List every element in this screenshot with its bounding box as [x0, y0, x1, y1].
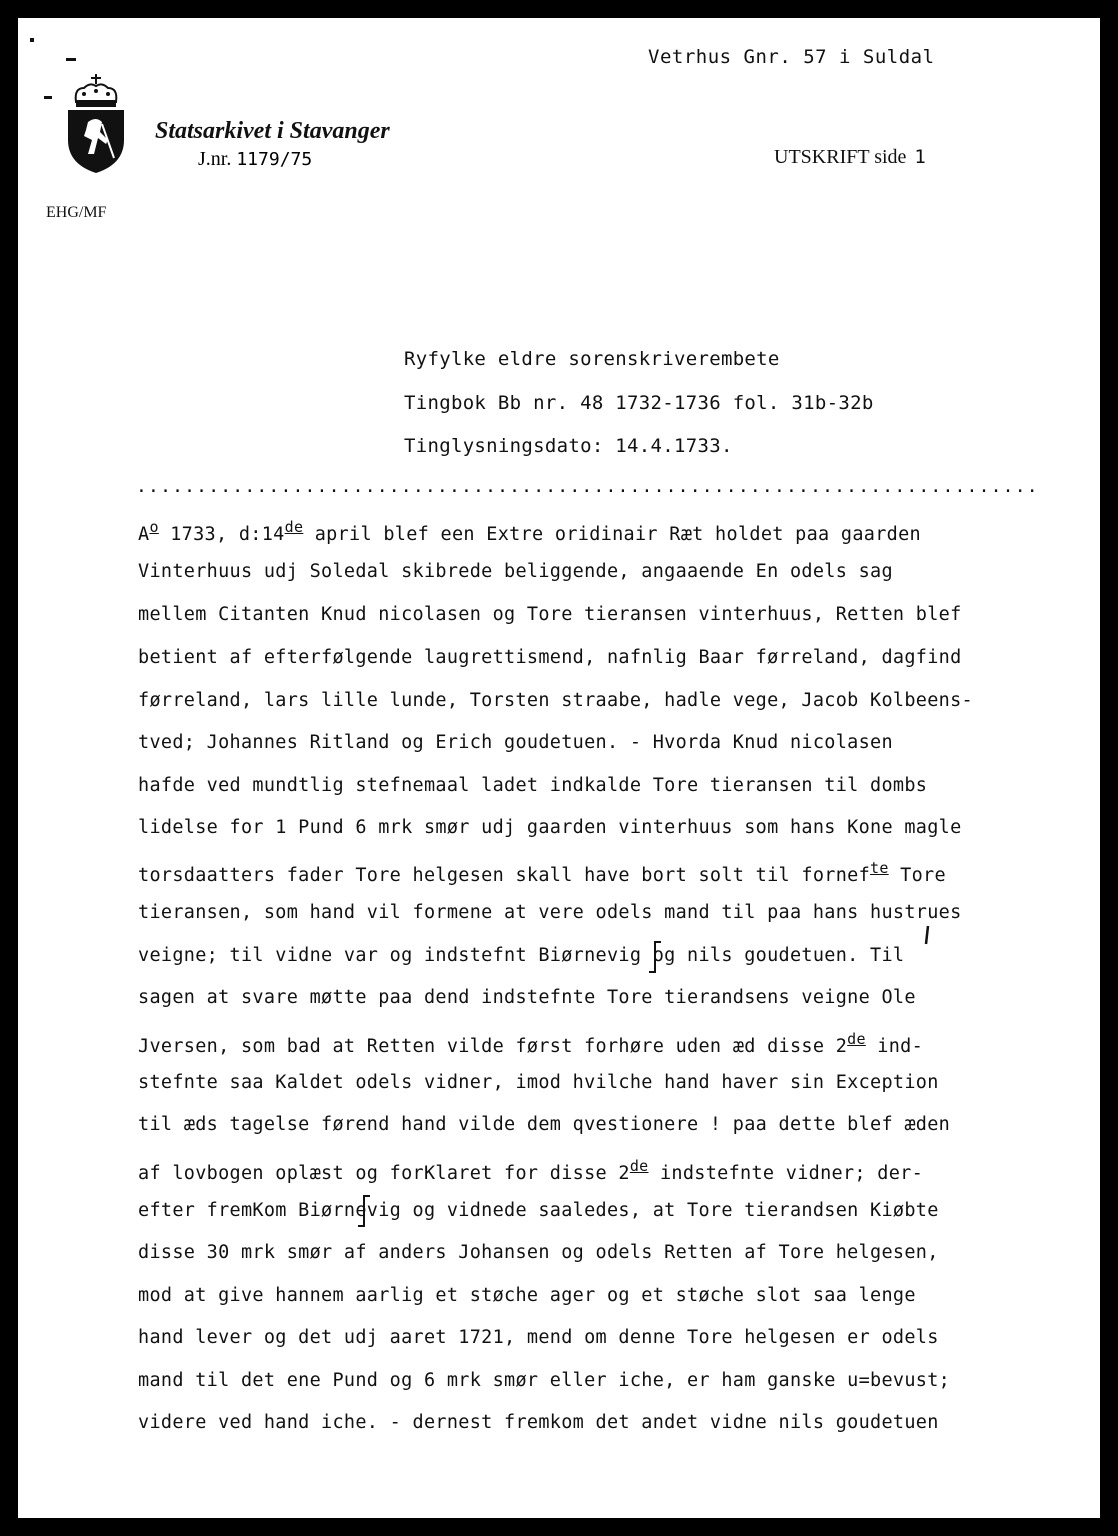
- location-heading: Vetrhus Gnr. 57 i Suldal: [648, 46, 935, 68]
- body-line-22: videre ved hand iche. - dernest fremkom det andet vidne nils goudetuen: [138, 1412, 939, 1433]
- source-line-1: Ryfylke eldre sorenskriverembete: [404, 348, 780, 370]
- body-line-5: førreland, lars lille lunde, Torsten straabe, hadle vege, Jacob Kolbeens-: [138, 690, 973, 711]
- body-line-20: hand lever og det udj aaret 1721, mend om denne Tore helgesen er odels: [138, 1327, 939, 1348]
- extract-page-label: [774, 146, 926, 169]
- handwritten-bracket-mark: [356, 1194, 376, 1230]
- journal-label: J.nr.: [198, 148, 232, 170]
- body-line-15: til æds tagelse førend hand vilde dem qvestionere ! paa dette blef æden: [138, 1114, 951, 1135]
- journal-value: 1179/75: [236, 149, 313, 170]
- handwritten-bracket-mark: [647, 940, 667, 976]
- body-line-2: Vinterhuus udj Soledal skibrede beliggende, angaaende En odels sag: [138, 561, 893, 582]
- source-line-2: Tingbok Bb nr. 48 1732-1736 fol. 31b-32b: [404, 392, 874, 414]
- handwritten-tick-mark: [922, 924, 932, 950]
- body-line-18: disse 30 mrk smør af anders Johansen og odels Retten af Tore helgesen,: [138, 1242, 939, 1263]
- body-line-19: mod at give hannem aarlig et støche ager og et støche slot saa lenge: [138, 1285, 916, 1306]
- page-number: 1: [914, 146, 926, 168]
- dotted-separator: ...........................................................................: [136, 476, 1039, 497]
- source-line-3: Tinglysningsdato: 14.4.1733.: [404, 435, 733, 457]
- body-line-13: Jversen, som bad at Retten vilde først forhøre uden æd disse 2de ind-: [138, 1030, 924, 1057]
- body-line-3: mellem Citanten Knud nicolasen og Tore tieransen vinterhuus, Retten blef: [138, 604, 962, 625]
- archive-name: Statsarkivet i Stavanger: [155, 118, 390, 144]
- clerk-initials: EHG/MF: [46, 204, 107, 221]
- scan-speck: [44, 96, 52, 99]
- document-page: [18, 18, 1100, 1518]
- body-line-7: hafde ved mundtlig stefnemaal ladet indkalde Tore tieransen til dombs: [138, 775, 928, 796]
- body-line-11: veigne; til vidne var og indstefnt Biørnevig og nils goudetuen. Til: [138, 945, 905, 966]
- scan-speck: [30, 38, 34, 42]
- body-line-1: $A^o$ 1733, d:14de april blef een Extre oridinair Ræt holdet paa gaarden: [138, 518, 921, 545]
- body-line-17: efter fremKom Biørnevig og vidnede saaledes, at Tore tierandsen Kiøbte: [138, 1200, 939, 1221]
- body-line-16: af lovbogen oplæst og forKlaret for disse 2de indstefnte vidner; der-: [138, 1157, 924, 1184]
- body-line-9: torsdaatters fader Tore helgesen skall have bort solt til fornef$^{te}$ Tore: [138, 859, 946, 886]
- coat-of-arms-icon: [62, 74, 130, 174]
- body-line-10: tieransen, som hand vil formene at vere odels mand til paa hans hustrues: [138, 902, 962, 923]
- body-line-21: mand til det ene Pund og 6 mrk smør eller iche, er ham ganske u=bevust;: [138, 1370, 951, 1391]
- body-line-4: betient af efterfølgende laugrettismend, nafnlig Baar førreland, dagfind: [138, 647, 962, 668]
- body-line-8: lidelse for 1 Pund 6 mrk smør udj gaarden vinterhuus som hans Kone magle: [138, 817, 962, 838]
- journal-number: [198, 148, 312, 171]
- extract-label: UTSKRIFT side: [774, 146, 907, 168]
- body-line-14: stefnte saa Kaldet odels vidner, imod hvilche hand haver sin Exception: [138, 1072, 939, 1093]
- body-line-12: sagen at svare møtte paa dend indstefnte Tore tierandsens veigne Ole: [138, 987, 916, 1008]
- body-line-6: tved; Johannes Ritland og Erich goudetuen. - Hvorda Knud nicolasen: [138, 732, 893, 753]
- scan-speck: [66, 58, 76, 61]
